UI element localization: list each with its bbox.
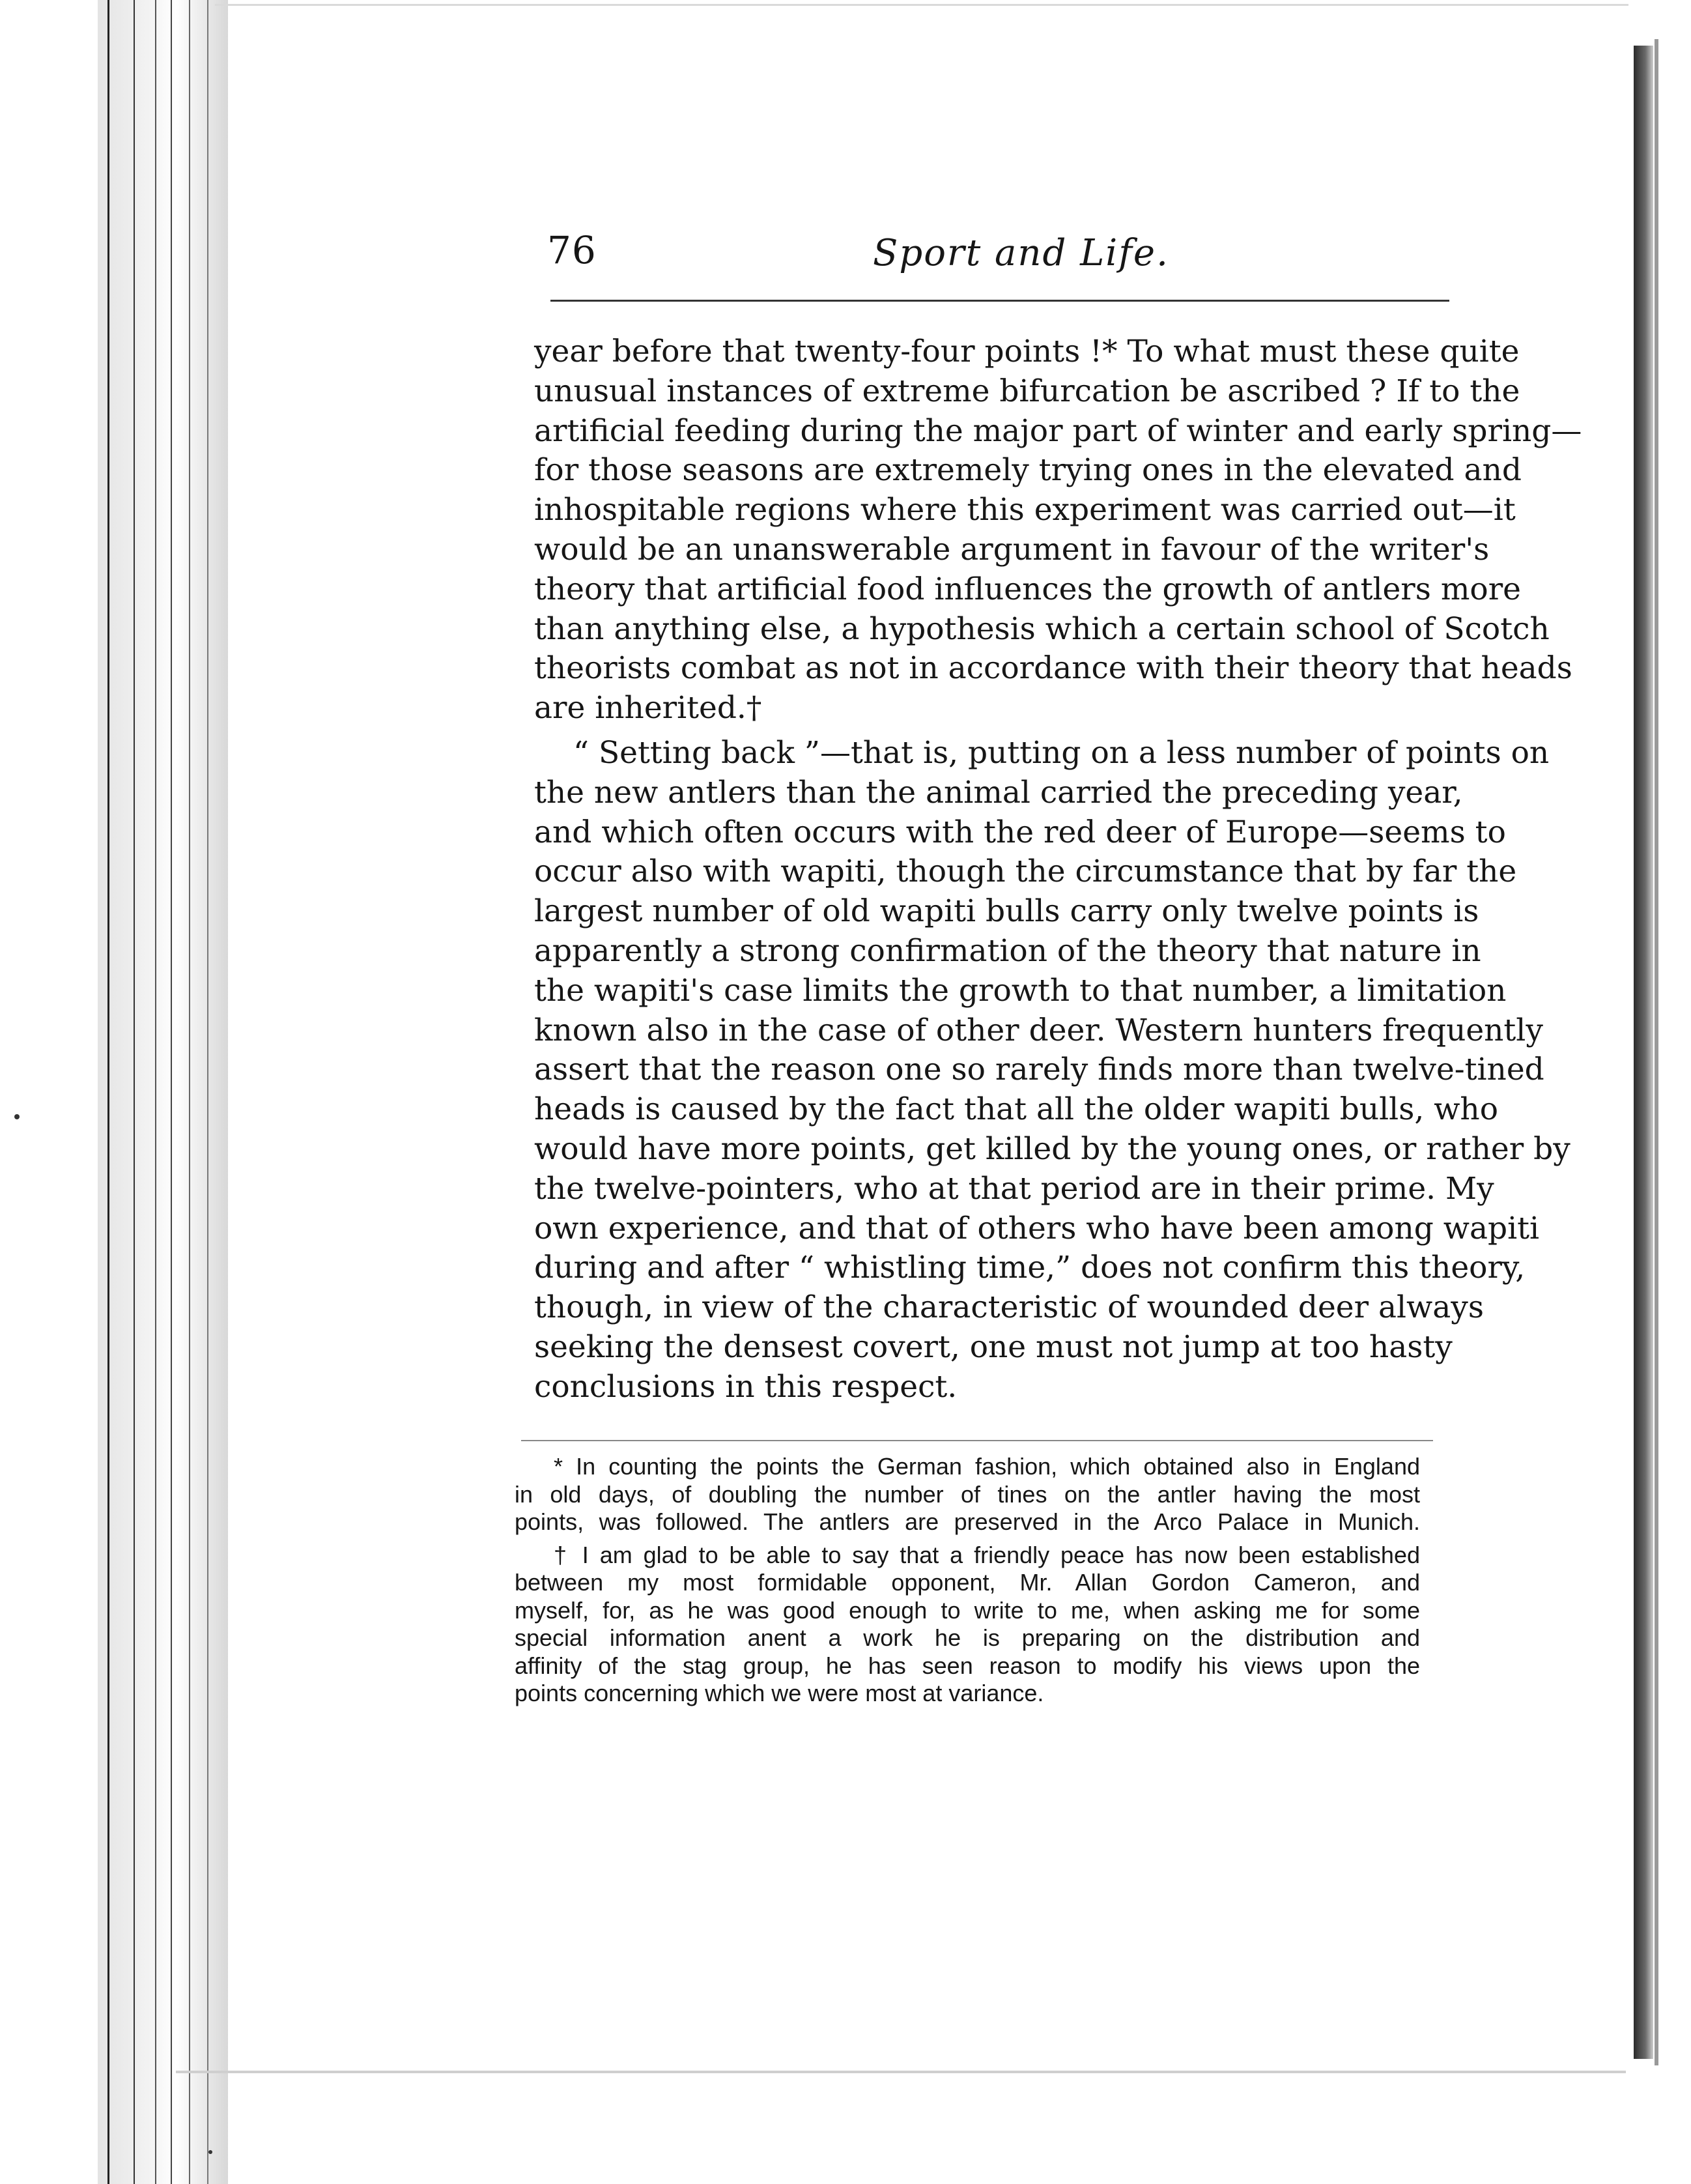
book-page-edges bbox=[98, 0, 228, 2184]
footnote-line: in old days, of doubling the number of tines on the antler having the most bbox=[515, 1480, 1420, 1508]
body-line: would be an unanswerable argument in favour of the writer's bbox=[534, 531, 1490, 568]
body-line: theory that artificial food influences the growth of antlers more bbox=[534, 571, 1521, 607]
body-line: the new antlers than the animal carried the preceding year, bbox=[534, 774, 1463, 811]
body-line: year before that twenty-four points !* To what must these quite bbox=[534, 334, 1520, 369]
body-line: theorists combat as not in accordance with their theory that heads bbox=[534, 650, 1572, 687]
page-edge-line bbox=[155, 0, 156, 2184]
running-head: Sport and Life. bbox=[873, 232, 1169, 274]
body-line: occur also with wapiti, though the circumstance that by far the bbox=[534, 854, 1517, 890]
page-edge-line bbox=[171, 0, 172, 2184]
header-rule bbox=[550, 300, 1449, 302]
footnote-rule bbox=[521, 1440, 1433, 1441]
page-edge-line bbox=[107, 0, 109, 2184]
page-edge-line bbox=[207, 0, 208, 2184]
scan-speck bbox=[208, 2150, 212, 2154]
body-line: conclusions in this respect. bbox=[534, 1368, 958, 1405]
body-line: artificial feeding during the major part of winter and early spring— bbox=[534, 412, 1582, 449]
footnotes bbox=[515, 1453, 1420, 1708]
body-line: inhospitable regions where this experiment was carried out—it bbox=[534, 492, 1516, 528]
right-book-edge-inner bbox=[1655, 39, 1658, 2065]
body-line: apparently a strong confirmation of the theory that nature in bbox=[534, 932, 1481, 969]
page-number: 76 bbox=[547, 228, 597, 272]
footnote-line: between my most formidable opponent, Mr. Allan Gordon Cameron, and bbox=[515, 1569, 1420, 1596]
body-line: the twelve-pointers, who at that period are in their prime. My bbox=[534, 1170, 1494, 1207]
body-line: unusual instances of extreme bifurcation be ascribed ? If to the bbox=[534, 373, 1520, 409]
body-line: and which often occurs with the red deer of Europe—seems to bbox=[534, 814, 1506, 850]
body-line: “ Setting back ”—that is, putting on a less number of points on bbox=[573, 734, 1550, 771]
page-top-edge bbox=[215, 4, 1628, 6]
body-line: would have more points, get killed by the young ones, or rather by bbox=[534, 1130, 1570, 1167]
scan-speck bbox=[14, 1114, 20, 1119]
body-line: though, in view of the characteristic of wounded deer always bbox=[534, 1289, 1484, 1326]
body-line: are inherited.† bbox=[534, 690, 762, 726]
body-line: heads is caused by the fact that all the older wapiti bulls, who bbox=[534, 1091, 1498, 1128]
body-text bbox=[534, 332, 1582, 1407]
footnote-line: affinity of the stag group, he has seen reason to modify his views upon the bbox=[515, 1652, 1420, 1679]
footnote-line: * In counting the points the German fashion, which obtained also in England bbox=[554, 1453, 1420, 1480]
body-line: assert that the reason one so rarely finds more than twelve-tined bbox=[534, 1052, 1544, 1088]
body-line: the wapiti's case limits the growth to that number, a limitation bbox=[534, 972, 1507, 1009]
page-edge-line bbox=[189, 0, 190, 2184]
page-edge-line bbox=[134, 0, 135, 2184]
footnote-line: † I am glad to be able to say that a friendly peace has now been established bbox=[554, 1541, 1420, 1568]
body-line: known also in the case of other deer. Western hunters frequently bbox=[534, 1012, 1543, 1048]
footnote-line: points concerning which we were most at variance. bbox=[515, 1680, 1044, 1706]
body-line: for those seasons are extremely trying ones in the elevated and bbox=[534, 452, 1522, 489]
page-bottom-edge bbox=[176, 2071, 1626, 2073]
body-line: own experience, and that of others who have been among wapiti bbox=[534, 1210, 1540, 1246]
footnote-line: myself, for, as he was good enough to write to me, when asking me for some bbox=[515, 1596, 1420, 1624]
body-line: than anything else, a hypothesis which a certain school of Scotch bbox=[534, 611, 1550, 647]
footnote-line: points, was followed. The antlers are preserved in the Arco Palace in Munich. bbox=[515, 1508, 1420, 1535]
body-line: largest number of old wapiti bulls carry only twelve points is bbox=[534, 893, 1479, 930]
body-line: during and after “ whistling time,” does not confirm this theory, bbox=[534, 1250, 1526, 1286]
footnote-line: special information anent a work he is preparing on the distribution and bbox=[515, 1624, 1420, 1651]
right-book-edge bbox=[1634, 46, 1653, 2059]
body-line: seeking the densest covert, one must not jump at too hasty bbox=[534, 1329, 1453, 1365]
